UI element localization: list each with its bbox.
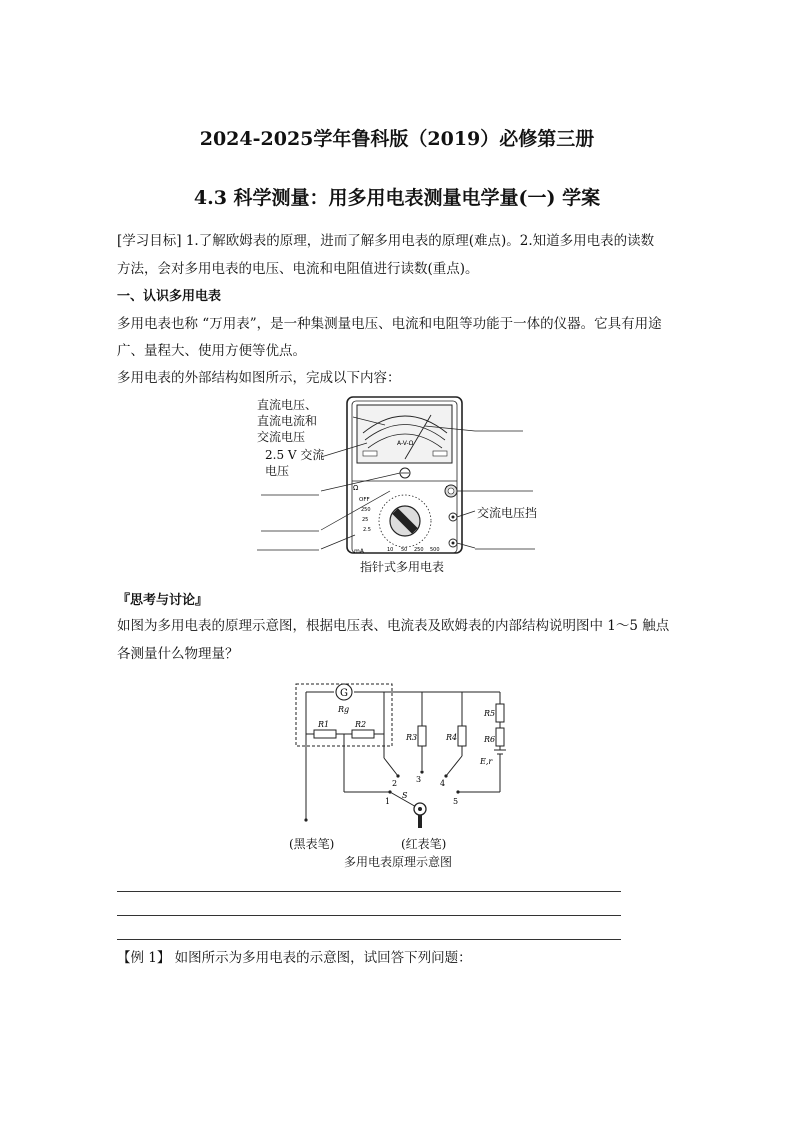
knob-label-4: 10	[387, 547, 394, 553]
switch-label: S	[402, 791, 408, 800]
black-probe-label: (黑表笔)	[289, 837, 335, 851]
knob-label-1: 250	[361, 507, 371, 513]
omega-label: Ω	[353, 484, 359, 492]
g-label: G	[340, 688, 348, 699]
knob-label-5: 50	[401, 547, 408, 553]
paragraph-line-1: 多用电表也称 “万用表”，是一种集测量电压、电流和电阻等功能于一体的仪器。它具有用途	[117, 316, 662, 332]
knob-label-7: 500	[430, 547, 440, 553]
lesson-title: 4.3 科学测量：用多用电表测量电学量(一) 学案	[193, 187, 601, 209]
label-dc-1: 直流电压、	[257, 398, 318, 412]
r2-label: R2	[355, 720, 367, 729]
page-title: 2024-2025学年鲁科版（2019）必修第三册	[199, 128, 595, 150]
contact-4: 4	[440, 779, 446, 788]
discussion-heading: 『思考与讨论』	[117, 593, 209, 608]
dial-scale-text: A-V-Ω	[397, 440, 414, 447]
example-1-prompt: 【例 1】 如图所示为多用电表的示意图，试回答下列问题：	[117, 950, 472, 966]
objectives-line-2: 方法，会对多用电表的电压、电流和电阻值进行读数(重点)。	[117, 261, 479, 277]
r5-label: R5	[484, 709, 496, 718]
figure2-caption: 多用电表原理示意图	[344, 855, 453, 869]
section-heading: 一、认识多用电表	[117, 289, 222, 304]
contact-5: 5	[453, 797, 459, 806]
multimeter-figure	[255, 393, 545, 578]
er-label: E,r	[480, 757, 493, 766]
answer-line-1	[117, 891, 621, 892]
ma-label: mA	[354, 548, 364, 555]
objectives-line-1: [学习目标] 1.了解欧姆表的原理，进而了解多用电表的原理(难点)。2.知道多用电表的读数	[117, 233, 655, 249]
label-ac-1: 2.5 V 交流	[265, 448, 325, 462]
r1-label: R1	[318, 720, 330, 729]
label-ac-2: 电压	[265, 464, 290, 478]
schematic-figure	[282, 680, 522, 830]
discussion-line-1: 如图为多用电表的原理示意图，根据电压表、电流表及欧姆表的内部结构说明图中 1～5 触点	[117, 618, 670, 634]
red-probe-label: (红表笔)	[401, 837, 447, 851]
figure1-caption: 指针式多用电表	[360, 560, 445, 574]
paragraph-line-2: 广、量程大、使用方便等优点。	[117, 343, 306, 359]
answer-line-2	[117, 915, 621, 916]
schematic-drawing	[282, 680, 522, 830]
contact-3: 3	[416, 775, 422, 784]
rg-label: Rg	[338, 705, 350, 714]
label-ac-voltage-range: 交流电压挡	[477, 506, 538, 520]
r3-label: R3	[406, 733, 418, 742]
knob-label-2: 25	[362, 517, 369, 523]
r4-label: R4	[446, 733, 458, 742]
label-dc-3: 交流电压	[257, 430, 306, 444]
paragraph-line-3: 多用电表的外部结构如图所示，完成以下内容：	[117, 370, 401, 386]
answer-line-3	[117, 939, 621, 940]
knob-label-3: 2.5	[363, 527, 371, 533]
contact-2: 2	[392, 779, 398, 788]
label-dc-2: 直流电流和	[257, 414, 318, 428]
discussion-line-2: 各测量什么物理量？	[117, 646, 239, 662]
contact-1: 1	[385, 797, 391, 806]
r6-label: R6	[484, 735, 496, 744]
knob-label-6: 250	[414, 547, 424, 553]
off-label: OFF	[359, 497, 370, 503]
